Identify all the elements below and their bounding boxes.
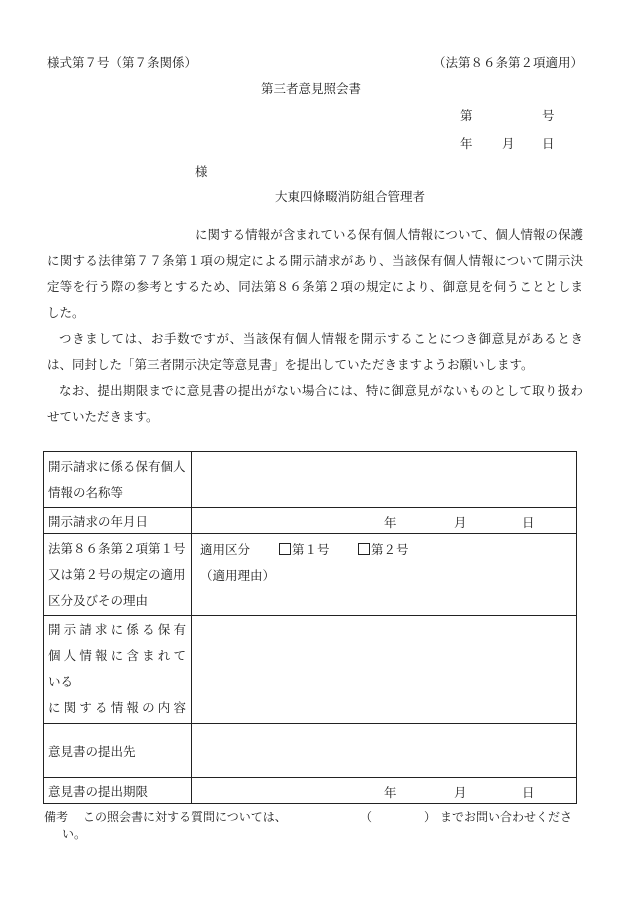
row-value [192,616,577,724]
row-label: 意見書の提出期限 [44,778,192,804]
request-date-field [192,508,577,534]
checkbox[interactable] [358,543,370,555]
deadline-field [192,778,577,804]
doc-no-prefix: 第 [460,108,473,123]
date-month: 月 [502,136,515,151]
day-label: 日 [522,515,535,530]
addressee-suffix: 様 [195,164,208,179]
paren-open: （ [360,810,373,824]
form-number: 様式第７号（第７条関係） [47,55,198,70]
row-value [192,452,577,508]
table-row [44,508,577,534]
row-label: 法第８６条第２項第１号又は第２号の規定の適用区分及びその理由 [44,534,192,616]
checkbox[interactable] [279,543,291,555]
paragraph-1: に関する情報が含まれている保有個人情報について、個人情報の保護に関する法律第７７条第１項の規定による開示請求があり、当該保有個人情報について開示決定等を行う際の参考とするため、同法第８６条第２項の規定により、御意見を伺うこととしました。 [47,227,583,320]
reason-label: （適用理由） [200,568,276,583]
category-field [192,534,577,616]
note-text-wrap: い。 [62,827,87,841]
row-label: 開示請求の年月日 [44,508,192,534]
note-text: この照会書に対する質問については、 [83,810,287,824]
row-label: 開示請求に係る保有個人情報の名称等 [44,452,192,508]
inquiry-table [43,451,577,804]
table-row [44,534,577,616]
option-1[interactable]: 第１号 [279,540,330,558]
note-text-after: までお問い合わせくださ [440,810,573,824]
row-label: 開示請求に係る保有 個人情報に含まれて いる に関する情報の内容 [44,616,192,724]
table-row [44,724,577,778]
category-label: 適用区分 [200,542,251,557]
row-value [192,724,577,778]
year-label: 年 [384,515,397,530]
date-year: 年 [460,136,473,151]
paragraph-3: なお、提出期限までに意見書の提出がない場合には、特に御意見がないものとして取り扱わせていただきます。 [47,383,583,424]
document-title: 第三者意見照会書 [261,81,362,96]
paren-close: ） [424,810,437,824]
table-row [44,452,577,508]
paragraph-2: つきましては、お手数ですが、当該保有個人情報を開示することにつき御意見があるときは、同封した「第三者開示決定等意見書」を提出していただきますようお願いします。 [47,331,583,372]
row-label: 意見書の提出先 [44,724,192,778]
option-2[interactable]: 第２号 [358,540,409,558]
year-label: 年 [384,785,397,800]
month-label: 月 [454,785,467,800]
doc-no-suffix: 号 [542,108,555,123]
note-label: 備考 [44,810,69,824]
applicable-law: （法第８６条第２項適用） [432,55,583,70]
sender: 大東四條畷消防組合管理者 [275,189,426,204]
table-row [44,778,577,804]
month-label: 月 [454,515,467,530]
date-day: 日 [542,136,555,151]
day-label: 日 [522,785,535,800]
table-row [44,616,577,724]
